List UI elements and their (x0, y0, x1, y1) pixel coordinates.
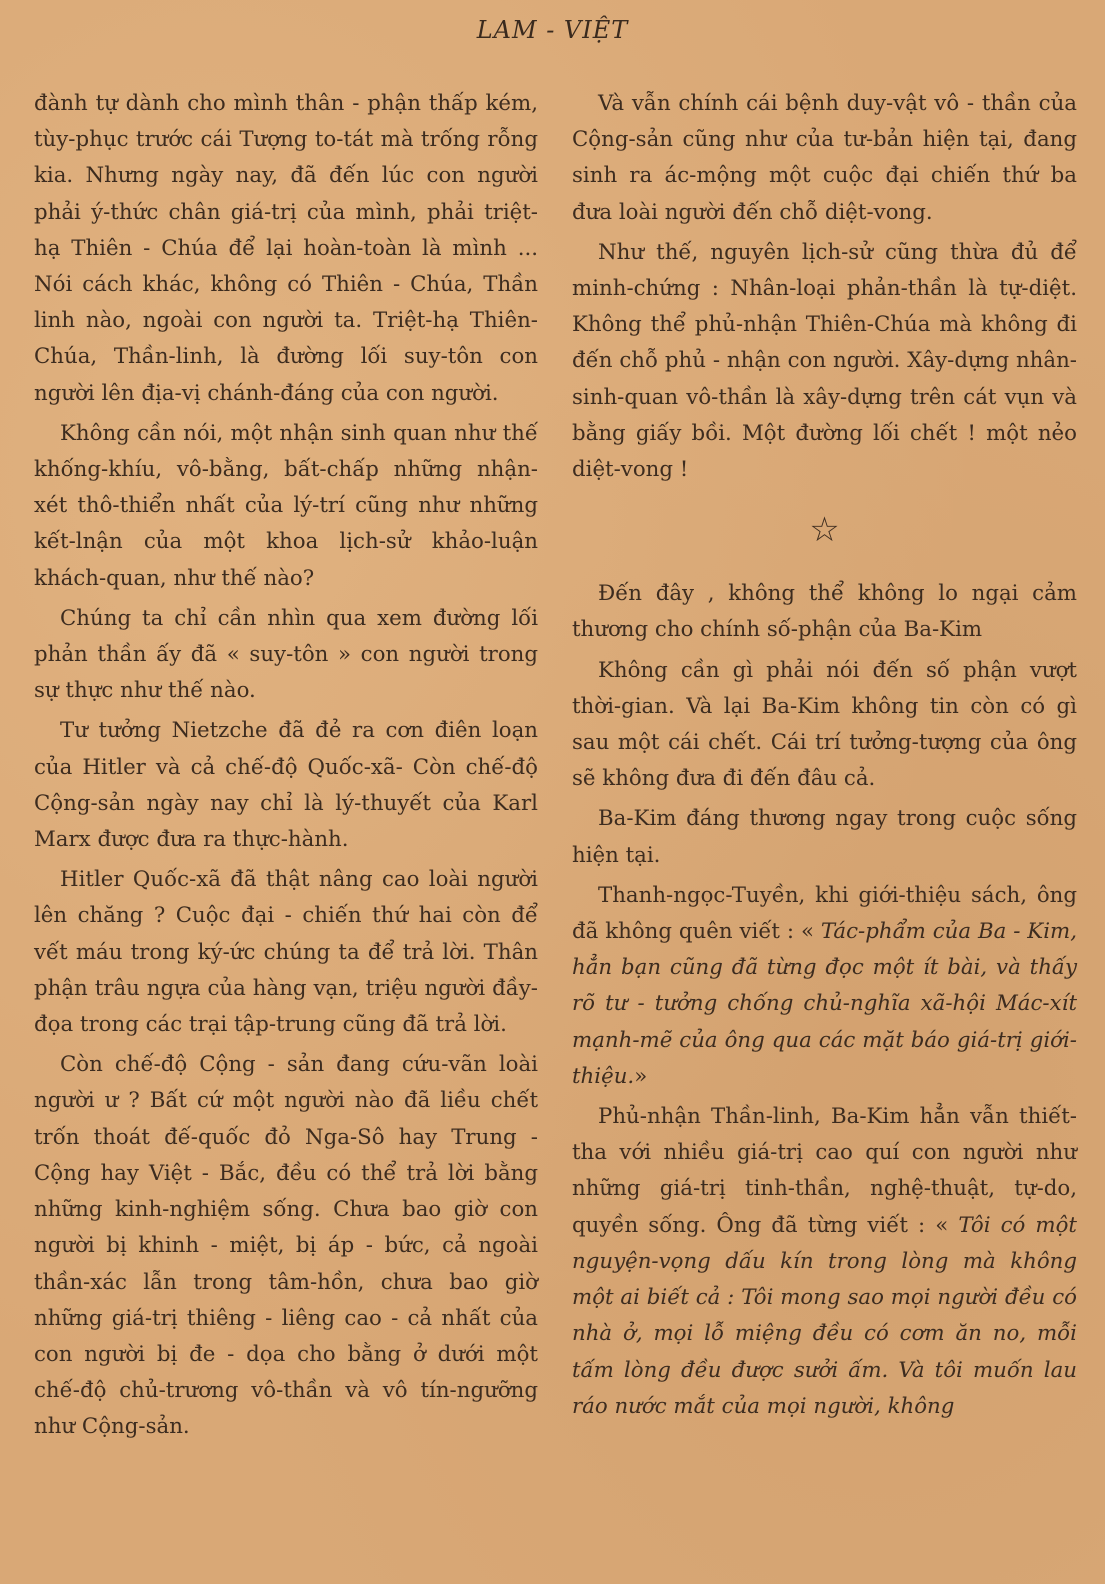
right-paragraph-3: Đến đây , không thể không lo ngại cảm thương cho chính số-phận của Ba-Kim (572, 581, 1077, 643)
left-column (34, 86, 538, 1450)
quote-intro: Thanh-ngọc-Tuyền, khi giới-thiệu sách, ông đã không quên viết : « (572, 882, 1077, 945)
left-paragraph-3: Chúng ta chỉ cần nhìn qua xem đường lối phản thần ấy đã « suy-tôn » con người trong sự thực như thế nào. (34, 605, 538, 704)
quote-close: » (634, 1063, 648, 1089)
left-paragraph-6: Còn chế-độ Cộng - sản đang cứu-vãn loài người ư ? Bất cứ một người nào đã liều chết trốn thoát đế-quốc đỏ Nga-Sô hay Trung - Cộng hay Việt - Bắc, đều có thể trả lời bằng những kinh-nghiệm sống. Chưa bao giờ con người bị khinh - miệt, bị áp - bức, cả ngoài thần-xác lẫn trong tâm-hồn, chưa bao giờ những giá-trị thiêng - liêng cao - cả nhất của con người bị đe - dọa cho bằng ở dưới một chế-độ chủ-trương vô-thần và vô tín-ngưỡng như Cộng-sản. (34, 1052, 538, 1440)
left-paragraph-1: đành tự dành cho mình thân - phận thấp kém, tùy-phục trước cái Tượng to-tát mà trống rỗng kia. Nhưng ngày nay, đã đến lúc con người phải ý-thức chân giá-trị của mình, phải triệt-hạ Thiên - Chúa để lại hoàn-toàn là mình ... Nói cách khác, không có Thiên - Chúa, Thần linh nào, ngoài con người ta. Triệt-hạ Thiên-Chúa, Thần-linh, là đường lối suy-tôn con người lên địa-vị chánh-đáng của con người. (34, 91, 538, 406)
quote-text: Tác-phẩm của Ba - Kim, hẳn bạn cũng đã từng đọc một ít bài, và thấy rõ tư - tưởng chống chủ-nghĩa xã-hội Mác-xít mạnh-mẽ của ông qua các mặt báo giá-trị giới-thiệu. (572, 919, 1077, 1089)
right-column (572, 86, 1077, 1429)
last-quote-text: Tôi có một nguyện-vọng dấu kín trong lòng mà không một ai biết cả : Tôi mong sao mọi người đều có nhà ở, mọi lỗ miệng đều có cơm ăn no, mỗi tấm lòng đều được sưởi ấm. Và tôi muốn lau ráo nước mắt của mọi người, không (572, 1212, 1077, 1419)
left-paragraph-4: Tư tưởng Nietzche đã đẻ ra cơn điên loạn của Hitler và cả chế-độ Quốc-xã- Còn chế-độ Cộng-sản ngày nay chỉ là lý-thuyết của Karl Marx được đưa ra thực-hành. (34, 718, 538, 853)
right-paragraph-last (572, 1099, 1077, 1425)
right-paragraph-1: Và vẫn chính cái bệnh duy-vật vô - thần của Cộng-sản cũng như của tư-bản hiện tại, đang sinh ra ác-mộng một cuộc đại chiến thứ ba đưa loài người đến chỗ diệt-vong. (572, 91, 1077, 225)
last-intro: Phủ-nhận Thần-linh, Ba-Kim hẳn vẫn thiết-tha với nhiều giá-trị cao quí con người như những giá-trị tinh-thần, nghệ-thuật, tự-do, quyền sống. Ông đã từng viết : « (572, 1104, 1077, 1238)
left-paragraph-2: Không cần nói, một nhận sinh quan như thế khống-khíu, vô-bằng, bất-chấp những nhận-xét thô-thiển nhất của lý-trí cũng như những kết-lnận của một khoa lịch-sử khảo-luận khách-quan, như thế nào? (34, 420, 538, 591)
right-paragraph-4: Không cần gì phải nói đến số phận vượt thời-gian. Và lại Ba-Kim không tin còn có gì sau một cái chết. Cái trí tưởng-tượng của ông sẽ không đưa đi đến đâu cả. (572, 657, 1077, 792)
left-paragraph-5: Hitler Quốc-xã đã thật nâng cao loài người lên chăng ? Cuộc đại - chiến thứ hai còn để vết máu trong ký-ức chúng ta để trả lời. Thân phận trâu ngựa của hàng vạn, triệu người đầy-đọa trong các trại tập-trung cũng đã trả lời. (34, 867, 538, 1038)
right-paragraph-5: Ba-Kim đáng thương ngay trong cuộc sống hiện tại. (572, 806, 1077, 868)
right-paragraph-quote (572, 878, 1077, 1095)
star-separator-icon: ☆ (809, 510, 840, 551)
running-header: LAM - VIỆT (476, 16, 629, 44)
right-paragraph-2: Như thế, nguyên lịch-sử cũng thừa đủ để minh-chứng : Nhân-loại phản-thần là tự-diệt. Không thể phủ-nhận Thiên-Chúa mà không đi đến chỗ phủ - nhận con người. Xây-dựng nhân-sinh-quan vô-thần là xây-dựng trên cát vụn và bằng giấy bồi. Một đường lối chết ! một nẻo diệt-vong ! (572, 239, 1077, 483)
